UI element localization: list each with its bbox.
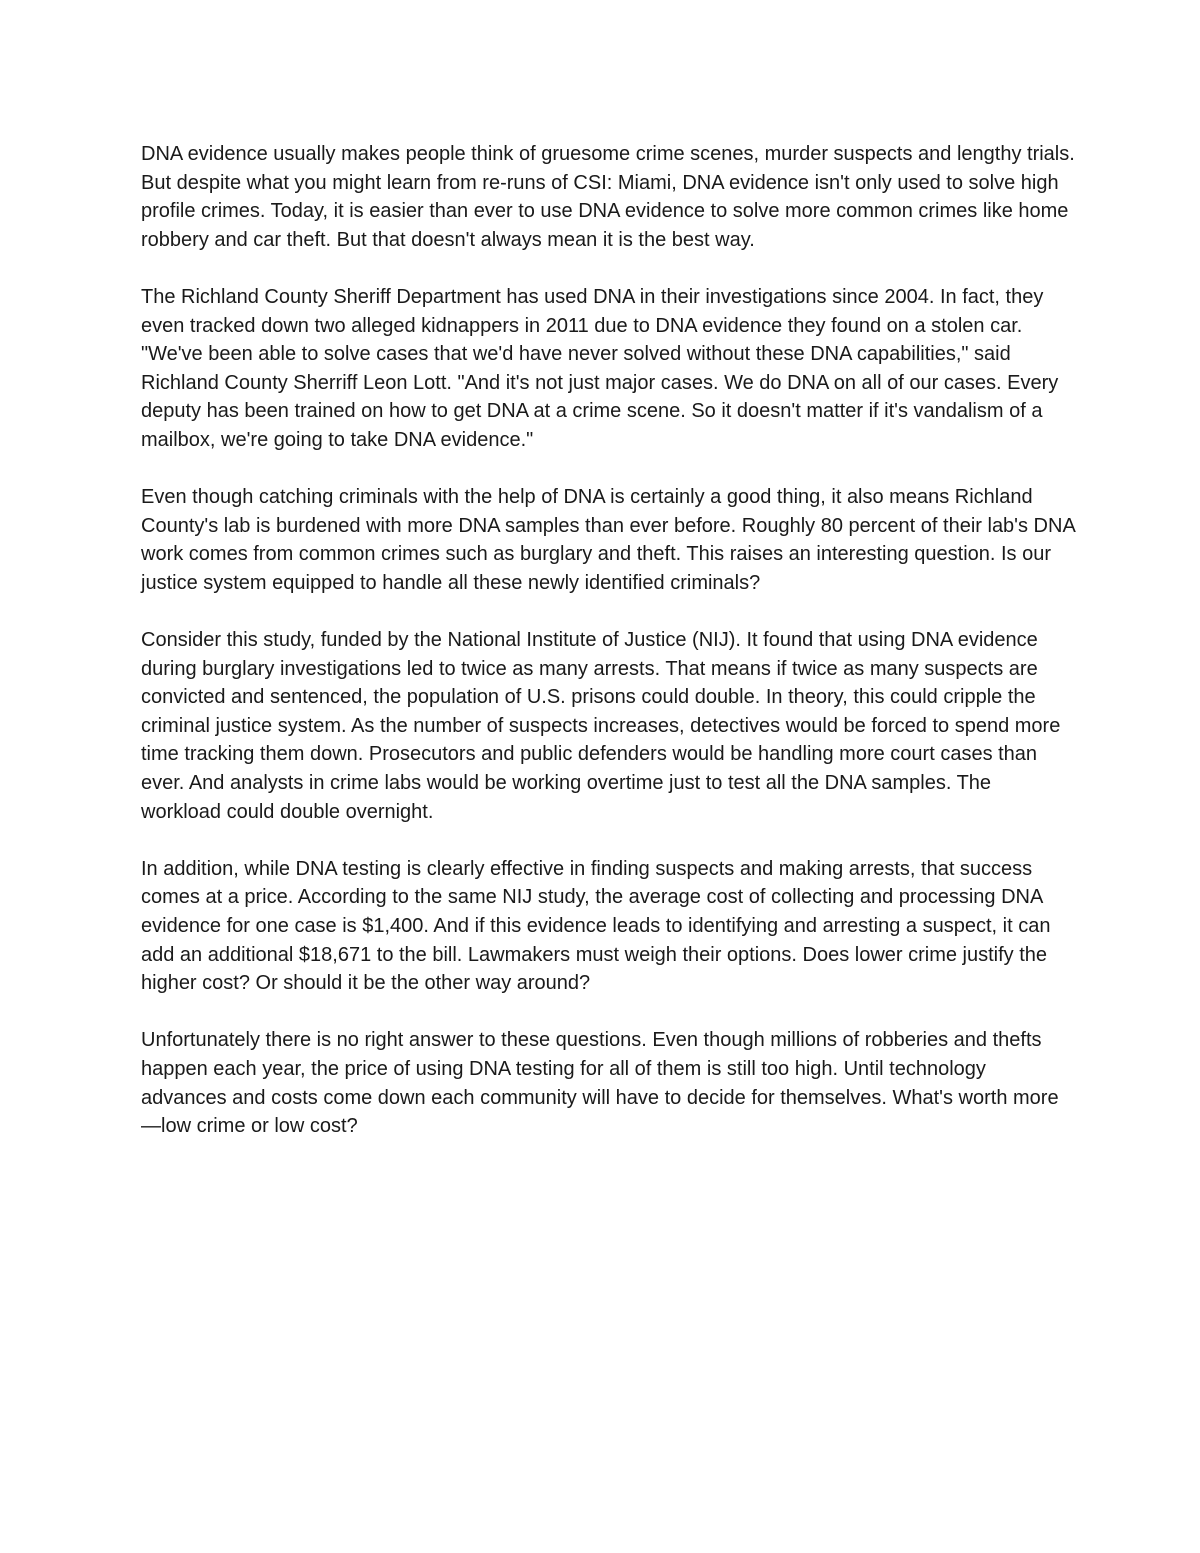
paragraph-conclusion: Unfortunately there is no right answer to these questions. Even though millions of robberies and thefts happen each year, the price of using DNA testing for all of them is still too high. Until technology advances and costs come down each community will have to decide for themselves. What's worth more—low crime or low cost? [141,1029,1059,1138]
document-body [141,140,1076,1169]
paragraph-intro: DNA evidence usually makes people think of gruesome crime scenes, murder suspects and lengthy trials. But despite what you might learn from re-runs of CSI: Miami, DNA evidence isn't only used to solve high profile crimes. Today, it is easier than ever to use DNA evidence to solve more common crimes like home robbery and car theft. But that doesn't always mean it is the best way. [141,143,1075,251]
paragraph-nij-study: Consider this study, funded by the National Institute of Justice (NIJ). It found that using DNA evidence during burglary investigations led to twice as many arrests. That means if twice as many suspects are convicted and sentenced, the population of U.S. prisons could double. In theory, this could cripple the criminal justice system. As the number of suspects increases, detectives would be forced to spend more time tracking them down. Prosecutors and public defenders would be handling more court cases than ever. And analysts in crime labs would be working overtime just to test all the DNA samples. The workload could double overnight. [141,629,1061,823]
paragraph-richland-county: The Richland County Sheriff Department has used DNA in their investigations since 2004. In fact, they even tracked down two alleged kidnappers in 2011 due to DNA evidence they found on a stolen car. "We've been able to solve cases that we'd have never solved without these DNA capabilities," said Richland County Sherriff Leon Lott. "And it's not just major cases. We do DNA on all of our cases. Every deputy has been trained on how to get DNA at a crime scene. So it doesn't matter if it's vandalism of a mailbox, we're going to take DNA evidence." [141,285,1059,451]
paragraph-cost: In addition, while DNA testing is clearly effective in finding suspects and making arrests, that success comes at a price. According to the same NIJ study, the average cost of collecting and processing DNA evidence for one case is $1,400. And if this evidence leads to identifying and arresting a suspect, it can add an additional $18,671 to the bill. Lawmakers must weigh their options. Does lower crime justify the higher cost? Or should it be the other way around? [141,857,1051,995]
paragraph-lab-burden: Even though catching criminals with the help of DNA is certainly a good thing, it also means Richland County's lab is burdened with more DNA samples than ever before. Roughly 80 percent of their lab's DNA work comes from common crimes such as burglary and theft. This raises an interesting question. Is our justice system equipped to handle all these newly identified criminals? [141,486,1075,594]
